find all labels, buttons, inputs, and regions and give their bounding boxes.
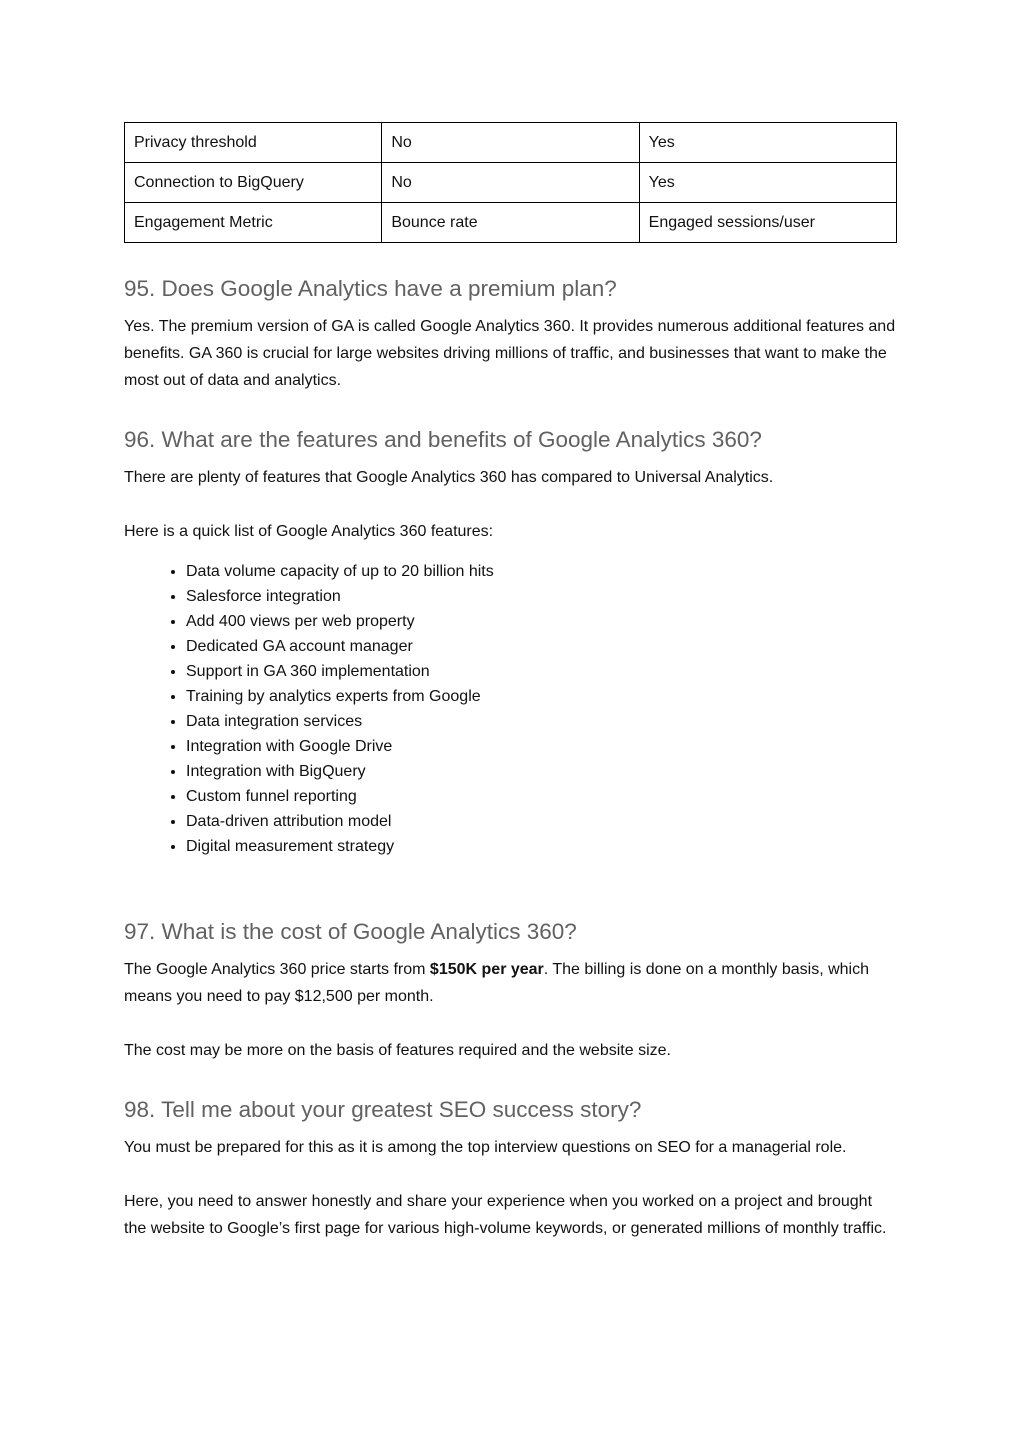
question-98-answer-1: You must be prepared for this as it is among the top interview questions on SEO for a managerial role.: [124, 1139, 847, 1156]
question-98-answer-2: Here, you need to answer honestly and share your experience when you worked on a project and brought the website to Google’s first page for various high-volume keywords, or generated millions of monthly traffic.: [124, 1193, 887, 1237]
question-97-answer: [124, 956, 898, 1010]
list-item: • Data-driven attribution model: [186, 809, 898, 834]
document-content: [124, 122, 898, 1242]
blank-line: [124, 1010, 898, 1037]
list-item: • Training by analytics experts from Google: [186, 684, 898, 709]
list-item: • Digital measurement strategy: [186, 834, 898, 859]
question-97-heading: 97. What is the cost of Google Analytics 360?: [124, 919, 577, 944]
list-item: • Integration with BigQuery: [186, 759, 898, 784]
blank-line: [124, 1161, 898, 1188]
table-cell-value-b: Yes: [639, 123, 896, 163]
list-item: • Support in GA 360 implementation: [186, 659, 898, 684]
question-98-heading: 98. Tell me about your greatest SEO success story?: [124, 1097, 642, 1122]
price-highlight: $150K per year: [429, 961, 544, 978]
table-cell-value-b: Yes: [639, 163, 896, 203]
price-text-suffix: . The billing is done on a monthly basis, which means you need to pay $12,500 per month.: [124, 961, 869, 1005]
table-row: [125, 123, 897, 163]
price-text-prefix: The Google Analytics 360 price starts from: [124, 961, 430, 978]
question-96-list-intro: Here is a quick list of Google Analytics 360 features:: [124, 523, 494, 540]
table-cell-feature: Engagement Metric: [125, 203, 382, 243]
table-row: [125, 163, 897, 203]
list-item: • Add 400 views per web property: [186, 609, 898, 634]
question-96-heading: 96. What are the features and benefits of Google Analytics 360?: [124, 427, 762, 452]
blank-line: [124, 859, 898, 886]
list-item: • Dedicated GA account manager: [186, 634, 898, 659]
table-cell-value-a: No: [382, 163, 639, 203]
list-item: • Data volume capacity of up to 20 billion hits: [186, 559, 898, 584]
table-cell-value-a: No: [382, 123, 639, 163]
list-item: • Data integration services: [186, 709, 898, 734]
comparison-table: [124, 122, 897, 243]
table-row: [125, 203, 897, 243]
question-95-heading: 95. Does Google Analytics have a premium plan?: [124, 276, 617, 301]
question-96-intro: There are plenty of features that Google Analytics 360 has compared to Universal Analytics.: [124, 469, 774, 486]
features-list: [124, 559, 898, 859]
blank-line: [124, 491, 898, 518]
table-cell-value-a: Bounce rate: [382, 203, 639, 243]
table-cell-value-b: Engaged sessions/user: [639, 203, 896, 243]
list-item: • Integration with Google Drive: [186, 734, 898, 759]
question-95-answer: Yes. The premium version of GA is called Google Analytics 360. It provides numerous additional features and benefits. GA 360 is crucial for large websites driving millions of traffic, and businesses that want to make the most out of data and analytics.: [124, 318, 896, 389]
list-item: • Custom funnel reporting: [186, 784, 898, 809]
list-item: • Salesforce integration: [186, 584, 898, 609]
table-cell-feature: Connection to BigQuery: [125, 163, 382, 203]
table-cell-feature: Privacy threshold: [125, 123, 382, 163]
question-97-note: The cost may be more on the basis of features required and the website size.: [124, 1042, 671, 1059]
